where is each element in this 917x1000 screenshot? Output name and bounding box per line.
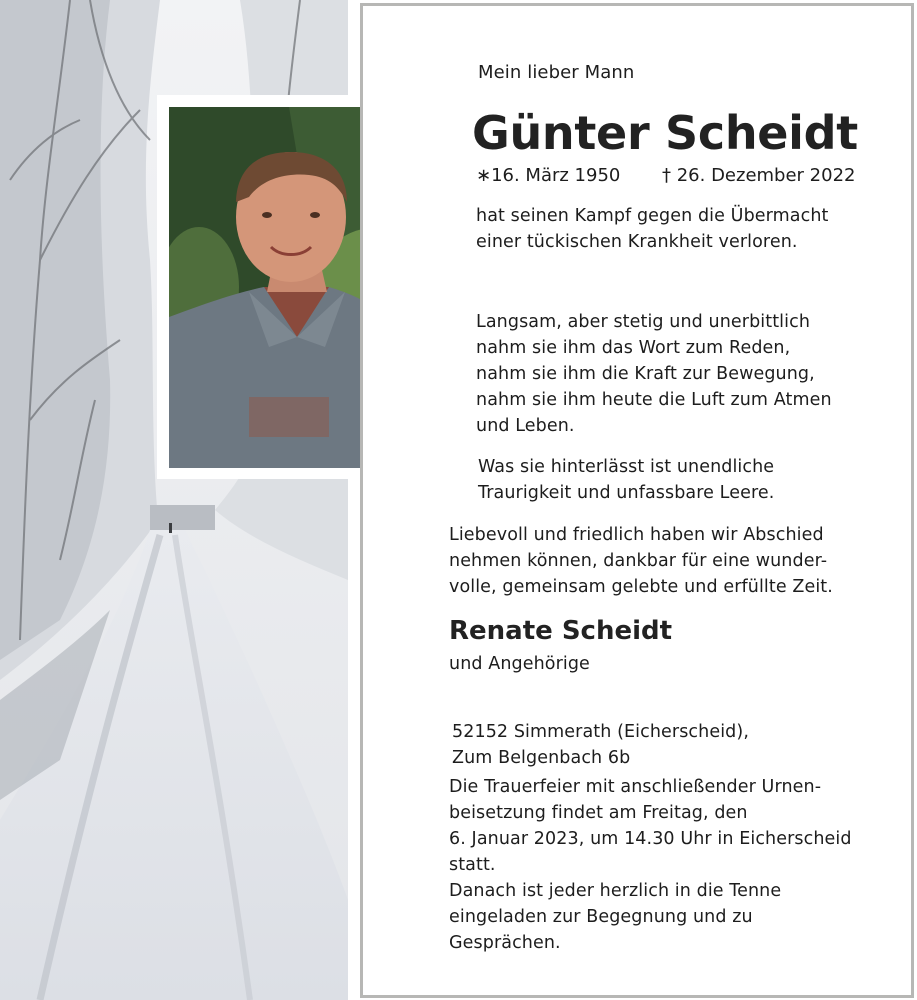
signature-name: Renate Scheidt (449, 616, 673, 646)
poem-stanza-2: Was sie hinterlässt ist unendliche Traurigkeit und unfassbare Leere. (478, 457, 775, 503)
family-address: 52152 Simmerath (Eicherscheid), Zum Belgenbach 6b (452, 722, 749, 768)
death-date: † 26. Dezember 2022 (662, 165, 856, 186)
signature-relatives: und Angehörige (449, 654, 590, 674)
deceased-name: Günter Scheidt (472, 106, 858, 160)
birth-date: ∗16. März 1950 (476, 165, 621, 186)
farewell-text: Liebevoll und friedlich haben wir Abschied nehmen können, dankbar für eine wunder- volle, gemeinsam gelebte und erfüllte Zeit. (449, 525, 833, 597)
funeral-service-info: Die Trauerfeier mit anschließender Urnen- beisetzung findet am Freitag, den 6. Januar 2023, um 14.30 Uhr in Eicherscheid statt. Danach ist jeder herzlich in die Tenne eingeladen zur Begegnung und zu Gesprächen. (449, 777, 852, 953)
cause-text: hat seinen Kampf gegen die Übermacht einer tückischen Krankheit verloren. (476, 206, 829, 252)
poem-stanza-1: Langsam, aber stetig und unerbittlich nahm sie ihm das Wort zum Reden, nahm sie ihm die Kraft zur Bewegung, nahm sie ihm heute die Luft zum Atmen und Leben. (476, 312, 832, 436)
intro-line: Mein lieber Mann (478, 62, 635, 83)
